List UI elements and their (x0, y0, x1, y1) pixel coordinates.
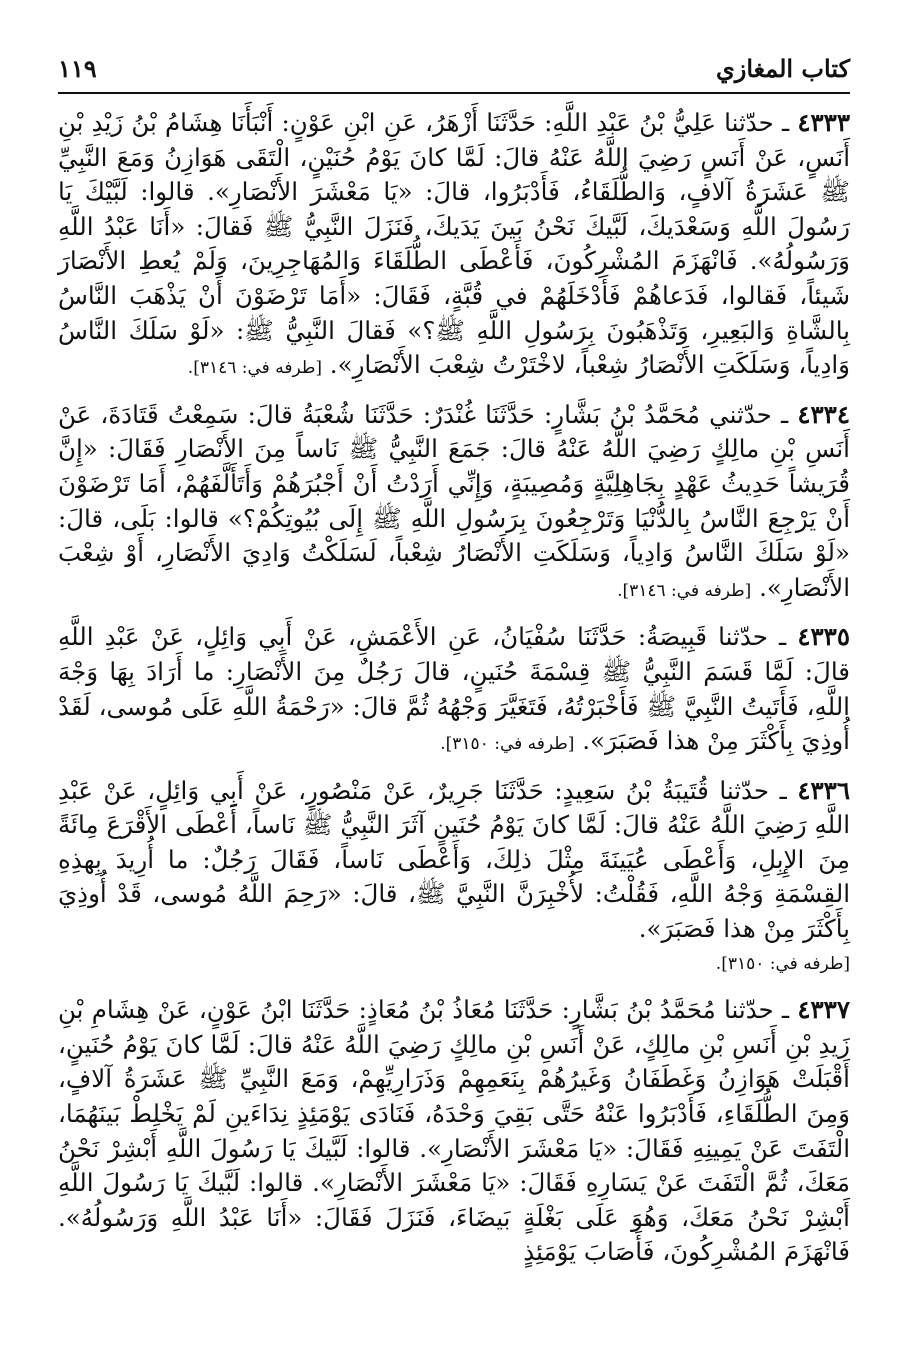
cross-reference: [طرفه في: ٣١٥٠]. (715, 953, 850, 974)
hadith-number: ٤٣٣٥ (797, 622, 850, 652)
cross-reference: [طرفه في: ٣١٥٠]. (440, 734, 575, 755)
hadith-text: ـ حدّثنا قُتَيبَةُ بْنُ سَعِيدٍ: حَدَّثَنَا جَرِيرٌ، عَنْ مَنْصُورٍ، عَنْ أَبِي وَائِلٍ، عَنْ عَبْدِ اللَّهِ رَضِيَ اللَّهُ عَنْهُ قالَ: لَمَّا كانَ يَوْمُ حُنَينٍ آثَرَ النَّبِيُّ ﷺ نَاساً، أَعْطَى الأَقْرَعَ مِائَةً مِنَ الإِبِلِ، وَأَعْطَى عُيَينَةَ مِثْلَ ذلِكَ، وَأَعْطَى نَاساً، فَقَالَ رَجُلٌ: ما أُرِيدَ بِهذِهِ القِسْمَةِ وَجْهُ اللَّهِ، فَقُلْتُ: لأُخْبِرَنَّ النَّبِيَّ ﷺ، قالَ: «رَحِمَ اللَّهُ مُوسى، قَدْ أُوذِيَ بِأَكْثَرَ مِنْ هذا فَصَبَرَ». (58, 775, 850, 944)
hadith-text: ـ حدّثني مُحَمَّدُ بْنُ بَشَّارٍ: حَدَّثَنَا غُنْدَرٌ: حَدَّثَنَا شُعْبَةُ قالَ: سَمِعْتُ قَتَادَةَ، عَنْ أَنَسِ بْنِ مالِكٍ رَضِيَ اللَّهُ عَنْهُ قالَ: جَمَعَ النَّبِيُّ ﷺ نَاساً مِنَ الأَنْصَارِ فَقَالَ: «إِنَّ قُرَيشاً حَدِيثُ عَهْدٍ بِجَاهِلِيَّةٍ وَمُصِيبَةٍ، وَإِنِّي أَرَدْتُ أَنْ أَجْبُرَهُمْ وَأَتَأَلَّفَهُمْ، أَمَا تَرْضَوْنَ أَنْ يَرْجِعَ النَّاسُ بِالدُّنْيَا وَتَرْجِعُونَ بِرَسُولِ اللَّهِ ﷺ إِلَى بُيُوتِكُمْ؟» قالوا: بَلَى، قالَ: «لَوْ سَلَكَ النَّاسُ وَادِياً، وَسَلَكَتِ الأَنْصَارُ شِعْباً، لَسَلَكْتُ وَادِيَ الأَنْصَارِ، أَوْ شِعْبَ الأَنْصَارِ». (58, 399, 850, 602)
page-body (58, 106, 850, 1282)
hadith-4335 (58, 620, 850, 761)
hadith-text: ـ حدّثنا عَلِيُّ بْنُ عَبْدِ اللَّهِ: حَدَّثَنَا أَزْهَرُ، عَنِ ابْنِ عَوْنٍ: أَنْبَأَنَا هِشَامُ بْنُ زَيْدِ بْنِ أَنَسٍ، عَنْ أَنَسٍ رَضِيَ اللَّهُ عَنْهُ قالَ: لَمَّا كانَ يَوْمُ حُنَيْنٍ، الْتَقَى هَوَازِنُ وَمَعَ النَّبِيِّ ﷺ عَشَرَةُ آلافٍ، وَالطُّلَقَاءُ، فَأَدْبَرُوا، قالَ: «يَا مَعْشَرَ الأَنْصَارِ». قالوا: لَبَّيْكَ يَا رَسُولَ اللَّهِ وَسَعْدَيكَ، لَبَّيكَ نَحْنُ بَينَ يَدَيكَ، فَنَزَلَ النَّبِيُّ ﷺ فَقالَ: «أَنَا عَبْدُ اللَّهِ وَرَسُولُهُ». فَانْهَزَمَ المُشْرِكُونَ، فَأَعْطَى الطُّلَقَاءَ وَالمُهَاجِرِينَ، وَلَمْ يُعطِ الأَنْصَارَ شَيئاً، فَقالوا، فَدَعاهُمْ فَأَدْخَلَهُمْ في قُبَّةٍ، فَقَالَ: «أَمَا تَرْضَوْنَ أَنْ يَذْهَبَ النَّاسُ بِالشَّاةِ وَالبَعِيرِ، وَتَذْهَبُونَ بِرَسُولِ اللَّهِ ﷺ؟» فَقالَ النَّبِيُّ ﷺ: «لَوْ سَلَكَ النَّاسُ وَادِياً، وَسَلَكَتِ الأَنْصَارُ شِعْباً، لاخْتَرْتُ شِعْبَ الأَنْصَارِ». (58, 108, 850, 380)
hadith-number: ٤٣٣٤ (797, 399, 850, 429)
hadith-4337 (58, 993, 850, 1270)
hadith-text: ـ حدّثنا قَبِيصَةُ: حَدَّثَنَا سُفْيَانُ، عَنِ الأَعْمَشِ، عَنْ أَبِي وَائِلٍ، عَنْ عَبْدِ اللَّهِ قالَ: لَمَّا قَسَمَ النَّبِيُّ ﷺ قِسْمَةَ حُنَينٍ، قالَ رَجُلٌ مِنَ الأَنْصَارِ: ما أَرَادَ بِهَا وَجْهَ اللَّهِ، فَأَتَيتُ النَّبِيَّ ﷺ فَأَخْبَرْتُهُ، فَتَغَيَّرَ وَجْهُهُ ثُمَّ قالَ: «رَحْمَةُ اللَّهِ عَلَى مُوسى، لَقَدْ أُوذِيَ بِأَكْثَرَ مِنْ هذا فَصَبَرَ». (58, 622, 850, 756)
book-title: كتاب المغازي (715, 54, 850, 83)
hadith-4334 (58, 398, 850, 609)
hadith-4333 (58, 106, 850, 386)
hadith-number: ٤٣٣٣ (797, 108, 850, 137)
page-number: ١١٩ (58, 54, 97, 83)
hadith-number: ٤٣٣٦ (797, 775, 850, 805)
cross-reference: [طرفه في: ٣١٤٦]. (187, 358, 322, 379)
hadith-text: ـ حدّثنا مُحَمَّدُ بْنُ بَشَّارٍ: حَدَّثَنَا مُعَاذُ بْنُ مُعَاذٍ: حَدَّثَنَا ابْنُ عَوْنٍ، عَنْ هِشَامِ بْنِ زَيدِ بْنِ أَنَسِ بْنِ مالِكٍ، عَنْ أَنَسِ بْنِ مالِكٍ رَضِيَ اللَّهُ عَنْهُ قالَ: لَمَّا كانَ يَوْمُ حُنَينٍ، أَقْبَلَتْ هَوَازِنُ وَغَطَفَانُ وَغَيرُهُمْ بِنَعَمِهِمْ وَذَرَارِيِّهِمْ، وَمَعَ النَّبِيِّ ﷺ عَشَرَةُ آلافٍ، وَمِنَ الطُّلَقَاءِ، فَأَدْبَرُوا عَنْهُ حَتَّى بَقِيَ وَحْدَهُ، فَنَادَى يَوْمَئِذٍ نِدَاءَينِ لَمْ يَخْلِطْ بَينَهُمَا، الْتَفَتَ عَنْ يَمِينِهِ فَقَالَ: «يَا مَعْشَرَ الأَنْصَارِ». قالوا: لَبَّيكَ يَا رَسُولَ اللَّهِ أَبْشِرْ نَحْنُ مَعَكَ، ثُمَّ الْتَفَتَ عَنْ يَسَارِهِ فَقَالَ: «يَا مَعْشَرَ الأَنْصَارِ». قالوا: لَبَّيكَ يَا رَسُولَ اللَّهِ أَبْشِرْ نَحْنُ مَعَكَ، وَهُوَ عَلَى بَغْلَةٍ بَيضَاءَ، فَنَزَلَ فَقَالَ: «أَنَا عَبْدُ اللَّهِ وَرَسُولُهُ». فَانْهَزَمَ المُشْرِكُونَ، فَأَصَابَ يَوْمَئِذٍ (58, 995, 850, 1267)
page-header (58, 48, 850, 94)
cross-reference: [طرفه في: ٣١٤٦]. (617, 580, 752, 601)
hadith-number: ٤٣٣٧ (797, 995, 850, 1025)
header-rule (58, 92, 850, 94)
hadith-4336 (58, 774, 850, 982)
